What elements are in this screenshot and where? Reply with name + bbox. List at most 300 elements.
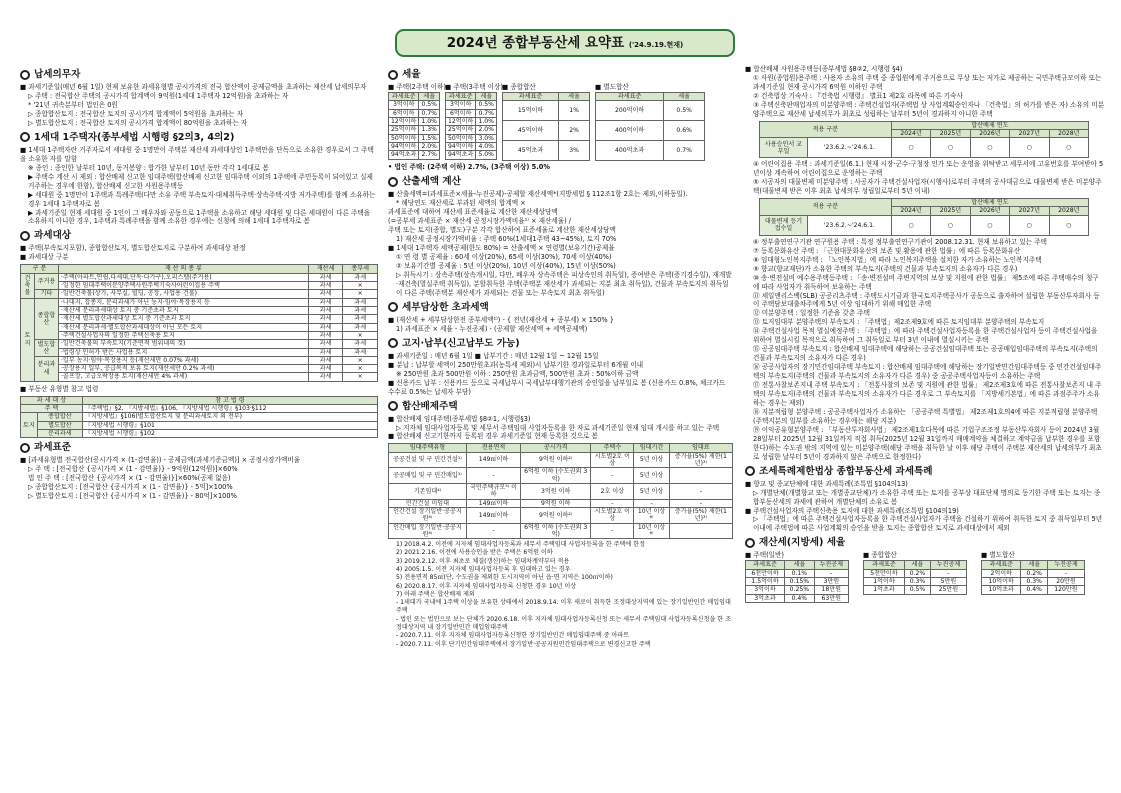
table-cell: 공공매입 및 구 민간매입¹⁾ [389, 468, 467, 484]
table-header-row [446, 93, 497, 101]
table-cell: 3억이하 [389, 101, 419, 109]
table-header-row [982, 561, 1085, 569]
text-line: ■ 신용카드 납부 : 신용카드 등으로 국세납부시 국세납부대행기관의 승인일을 납부일로 봄 (신용카드 0.8%, 체크카드 수수료 0.5%는 납세자 부담) [388, 378, 726, 396]
table-cell: 3만원 [814, 578, 848, 586]
table-cell: 기타 [35, 290, 59, 298]
table-row [982, 586, 1085, 594]
table-cell: 과세 [343, 273, 378, 281]
table-cell: 400억이하 [596, 121, 664, 141]
table-cell: 과세 [308, 323, 343, 331]
table-cell: 5년 이상 [634, 468, 669, 484]
rate-label: ■ 종합합산 [502, 83, 536, 92]
table-cell: ·공장용지 일부, 공급목적 보유 토지(재산세만 0.2% 과세) [59, 365, 309, 373]
table-cell: 10억초과 [982, 586, 1021, 594]
table-cell: ○ [891, 215, 930, 235]
table-row [864, 586, 967, 594]
table-row [982, 578, 1085, 586]
table-cell: 3억초과 [746, 594, 785, 602]
table-cell: 과세 [343, 340, 378, 348]
table-cell: 6억이하 [389, 109, 419, 117]
table-header-cell: 2027년 [1010, 130, 1049, 138]
tax-object-lines [20, 244, 378, 262]
table-row [389, 468, 733, 484]
text-line: 1) 과세표준 × 세율 - 누진공제) - (공제할 재산세액 + 세액공제액) [396, 324, 588, 333]
table-cell: 1억이하 [864, 578, 905, 586]
text-line: * '21년 귀속분부터 법인은 0원 [28, 100, 118, 109]
table-cell: - [930, 569, 966, 577]
circle-bullet-icon [745, 538, 755, 548]
table-cell: 시도별2호 이상 [591, 507, 634, 523]
text-line: 4) 2005.1.5. 이전 지자체 임대사업자등록 후 임대하고 있는 경우 [396, 566, 571, 574]
table-cell: 149㎡이하 [466, 507, 520, 523]
table-row [864, 569, 967, 577]
table-cell: 45억초과 [503, 141, 559, 161]
table-cell: ○ [970, 138, 1009, 158]
table-cell: ·일정한 임대주택이분양주택사원주택기숙사어린이집용 주택 [59, 282, 309, 290]
table-header-cell: 2026년 [970, 207, 1009, 215]
section-special [745, 465, 1105, 478]
table-row [446, 126, 497, 134]
table-cell: × [343, 373, 378, 381]
table-cell: 3% [559, 141, 590, 161]
table-header-cell: 과세표준 [503, 93, 559, 101]
table-header-cell: 세율 [559, 93, 590, 101]
table-cell: 0.5% [419, 101, 440, 109]
section-exclusion [388, 400, 733, 413]
circle-bullet-icon [388, 401, 398, 411]
table-row [389, 101, 440, 109]
table-cell: 25억이하 [446, 126, 476, 134]
table-cell: 과세 [308, 356, 343, 364]
table-row [21, 348, 378, 356]
circle-bullet-icon [745, 466, 755, 476]
text-line: ※ 종인 : 종인한 날부터 10년, 동거봉양 : 합가한 날부터 10년 동안 각각 1세대로 봄 [28, 163, 269, 172]
circle-bullet-icon [20, 70, 30, 80]
table-cell: 0.5% [664, 101, 705, 121]
table-cell: 과세 [308, 340, 343, 348]
exclusion-year-table-1 [759, 121, 1089, 159]
text-line: ① 연 령 별 공제율 : 60세 이상(20%), 65세 이상(30%), 70세 이상(40%) [396, 252, 612, 261]
text-line: (=공부세 과세표준 × 재산세 공정시장가액비율¹⁾ × 재산세율) / [388, 217, 572, 226]
table-cell: 0.3% [905, 578, 931, 586]
table-cell: 과세 [343, 348, 378, 356]
table-cell: 2.7% [419, 151, 440, 159]
text-line: ■ 1세대 1주택자란 거주자로서 세대원 중 1명만이 주택분 재산세 과세대상인 1주택만을 단독으로 소유한 경우로서 그 주택을 소유한 자를 말함 [20, 145, 374, 163]
rate-label: ■ 주택(2주택 이하) [388, 83, 446, 92]
table-cell: ·재산세 별도합산과세대상 토지 중 기준초과 토지 [59, 315, 309, 323]
table-cell: ·주택건설사업자의 일정한 주택신축용 토지 [59, 331, 309, 339]
table-row [21, 290, 378, 298]
section-title: 과세표준 [34, 442, 72, 454]
table-row [389, 109, 440, 117]
table-header-cell: 임대주택유형 [389, 444, 467, 452]
table-cell: 3.0% [476, 134, 497, 142]
table-row [21, 429, 378, 437]
text-line: ■ 합산배제 신고기한까지 등록된 경우 과세기준일 현재 등록한 것으로 봄 [388, 432, 598, 441]
table-header-cell: 2028년 [1049, 130, 1088, 138]
text-line: 6) 2020.8.17. 이후 지자체 임대사업자등록 신청한 경우 10년 이상 [396, 582, 577, 590]
table-cell: 94억초과 [389, 151, 419, 159]
table-header-cell: 과세표준 [746, 561, 785, 569]
title-date: ('24.9.19.현재) [628, 41, 684, 49]
table-cell: 0.1% [785, 569, 814, 577]
text-line: ⑨ 향교(향교재단)가 소유한 주택의 부속토지(주택의 건물과 부속토지의 소유자가 다른 경우) [753, 264, 1018, 273]
table-cell: 50억이하 [389, 134, 419, 142]
table-cell: - [591, 523, 634, 539]
table-cell: 200억이하 [596, 101, 664, 121]
table-cell: 12억이하 [446, 117, 476, 125]
table-cell: ·주택(아파트,연립,다세대,단독·다가구),오피스텔(주거용) [59, 273, 309, 281]
text-line: ⑯ 공공사업자의 장기민간임대주택 부속토지 : 합산배제 임대주택에 해당하는 장기일반민간임대주택등 중 민간건설임대주택의 부속토지(주택의 건물과 부속토지의 소유자가 다른 경우) 중 공공주택사업자등이 소유하는 주택 [753, 363, 1102, 381]
table-cell: ·일반건축물의 부속토지(기준면적 범위내의 것) [59, 340, 309, 348]
text-line: ⑪ 세일앤리스백(SLB) 공공리츠주택 : 주택도시기금과 한국토지주택공사가 공동으로 출자하여 설립한 부동산투자회사 등이 주택담보대출차주에게 5년 이상 임대하기 위해 매입한 주택 [753, 291, 1100, 309]
table-cell: 25만원 [930, 586, 966, 594]
circle-bullet-icon [388, 338, 398, 348]
table-header-cell: 과세표준 [389, 93, 419, 101]
table-header-row [596, 93, 705, 101]
table-row [21, 365, 378, 373]
table-header-cell: 과세표준 [982, 561, 1021, 569]
table-cell: ·골프장, 고급오락장용 토지(재산세만 4% 과세) [59, 373, 309, 381]
rate-house2 [388, 83, 446, 161]
text-line: 7) 아래 주택은 합산배제 제외 [396, 590, 475, 598]
table-row [21, 405, 378, 413]
table-row [596, 101, 705, 121]
table-header-row [389, 93, 440, 101]
table-cell: 1% [559, 101, 590, 121]
table-cell: - [634, 499, 669, 507]
table-cell: 과세 [308, 315, 343, 323]
table-header-row [503, 93, 590, 101]
table-cell: - [466, 523, 520, 539]
table-row [389, 523, 733, 539]
table-cell: 120만원 [1047, 586, 1084, 594]
text-line: ■ 과세대상 구분 [20, 253, 69, 262]
table-row [503, 121, 590, 141]
table-cell: ○ [931, 138, 970, 158]
table-cell: 증가율(5%) 제한(1년)³⁾ [669, 507, 732, 523]
text-line: ⑱ 지분적립형 분양주택 : 공공주택사업자가 소유하는 「공공주택 특별법」 제2조제1호의4에 따른 지분적립형 분양주택(주택지분의 일부를 소유하는 경우에는 해당 지분) [753, 407, 1098, 425]
table-cell: 『지방세법 시행령』§101 [82, 421, 377, 429]
rate-label: ■ 주택(일반) [745, 551, 784, 560]
table-row [21, 331, 378, 339]
text-line: ※ 250만원 초과 500만원 이하 : 250만원 초과금액, 500만원 초과 : 50%이하 금액 [396, 369, 639, 378]
table-cell: 18만원 [814, 586, 848, 594]
table-header-cell: 2025년 [931, 130, 970, 138]
calc-lines [388, 190, 733, 297]
rate-separate [595, 83, 705, 161]
table-cell: 15억이하 [503, 101, 559, 121]
table-cell: 건축물 [21, 273, 35, 298]
tax-base-lines [20, 456, 378, 501]
text-line: ■ 과세기준일 : 매년 6월 1일 ■ 납부기간 : 매년 12월 1일 ~ 12월 15일 [388, 351, 599, 360]
text-line: ■ 과세기준일(매년 6월 1일) 현재 보유한 과세유형별 공시가격의 전국 합산액이 공제금액을 초과하는 재산세 납세의무자 [20, 83, 367, 92]
table-row [446, 101, 497, 109]
table-cell: 0.25% [785, 586, 814, 594]
text-line: ■ 주택(부속토지포함), 종합합산토지, 별도합산토지로 구분하여 과세대상 판정 [20, 244, 246, 253]
text-line: ■ 분납 : 납부할 세액이 250만원초과(농특세 제외)시 납부기한 경과일로부터 6개월 이내 [388, 360, 644, 369]
circle-bullet-icon [388, 70, 398, 80]
notice-lines [388, 352, 733, 397]
table-cell: 6억이하 [446, 109, 476, 117]
text-line: ⑰ 전통사찰보존지내 주택 부속토지 : 「전통사찰의 보존 및 지원에 관한 법률」 제2조제3호에 따른 전통사찰보존지 내 주택의 부속토지(주택의 건물과 부속토지의 소유자가 다른 경우로 그 부속토지를 「지방세기본법」에 따른 과점주주가 소유하는 경우는 제외) [753, 381, 1102, 407]
table-cell: '23.6.2.~'24.6.1. [808, 215, 892, 235]
text-line: ■ 산출세액=(과세표준×세율-누진공제)-공제할 재산세액*(지방세법 § 112조1항 2호는 제외,이하동일). [388, 190, 688, 199]
table-cell: × [343, 365, 378, 373]
table-cell: - [1047, 569, 1084, 577]
table-row [389, 134, 440, 142]
table-cell: 6억원 이하 (수도권외 3억) [521, 468, 591, 484]
table-cell: 0.3% [1021, 578, 1048, 586]
section-title: 고지·납부(신고납부도 가능) [402, 337, 520, 349]
table-row [21, 323, 378, 331]
table-cell: 2% [559, 121, 590, 141]
table-cell: 2억이하 [982, 569, 1021, 577]
prop-house [745, 551, 849, 603]
table-cell: 9억원 이하²⁾ [521, 452, 591, 468]
table-cell: ○ [1010, 215, 1049, 235]
table-header-cell: 임대기간 [634, 444, 669, 452]
table-cell: 6천만이하 [746, 569, 785, 577]
table-cell: 6억원 이하 (수도권외 3억) [521, 523, 591, 539]
rate-general [502, 83, 590, 161]
table-cell: 94억초과 [446, 151, 476, 159]
text-line: - 2020.7.11. 이후 지자체 임대사업자등록신청한 장기일반민간 매입임대주택 중 아파트 [396, 632, 630, 640]
table-cell: 0.7% [664, 141, 705, 161]
table-cell: 0.4% [1021, 586, 1048, 594]
text-line: ⑩ 송·변전설비 예수용주택등주택 : 「송·변전설비 주변지역의 보상 및 지원에 관한 법률」 제5조에 따른 주택매수의 청구에 따라 사업자가 취득하여 보유하는 주택 [753, 273, 1099, 291]
table-header-cell: 세율 [1021, 561, 1048, 569]
table-row [21, 421, 378, 429]
section-one-house [20, 131, 378, 144]
employee-house-lines [745, 65, 1105, 119]
table-cell: 1억초과 [864, 586, 905, 594]
table-cell: 9억원 이하 [521, 499, 591, 507]
table-cell: 과세 [343, 323, 378, 331]
section-rate [388, 68, 733, 81]
table-row [446, 134, 497, 142]
table-cell: 별도합산 [37, 421, 82, 429]
table-cell: 0.5% [476, 101, 497, 109]
section-title: 과세대상 [34, 230, 72, 242]
table-row [389, 452, 733, 468]
table-cell: 과세 [308, 348, 343, 356]
rent-notes [388, 541, 733, 649]
text-line: 3) 2019.2.12. 이후 최초로 체결(갱신)하는 임대차계약부터 적용 [396, 557, 570, 565]
table-header-row [760, 199, 1089, 207]
section-notice [388, 337, 733, 350]
table-cell: 2.0% [419, 142, 440, 150]
text-line: * 해당연도 재산세로 부과된 세액의 합계액 × [396, 199, 526, 208]
table-cell: 5년 이상 [634, 483, 669, 499]
text-line: ■ 향교 및 종교단체에 대한 과세특례(조특법 §104의13) [745, 479, 908, 488]
table-cell: 5만원 [930, 578, 966, 586]
table-cell: 2호 이상 [591, 483, 634, 499]
circle-bullet-icon [20, 231, 30, 241]
table-cell: 『주택법』§2, 『지방세법』§106, 『지방세법 시행령』§103·§112 [82, 405, 377, 413]
text-line: ▷ 개별단체(개별향교 또는 개별종교단체)가 소유한 주택 또는 토지를 공부상 대표단체 명의로 등기한 주택 또는 토지는 종합부동산세의 과세에 관하여 개별단체의 소유로 봄 [753, 488, 1101, 506]
circle-bullet-icon [20, 443, 30, 453]
table-cell: 3억이하 [446, 101, 476, 109]
text-line: 5) 전용면적 85㎡(단, 수도권을 제외한 도시지역이 아닌 읍·면 지역은 100㎡이하) [396, 574, 613, 582]
table-cell: 5천만이하 [864, 569, 905, 577]
table-cell: 0.7% [419, 109, 440, 117]
table-cell: 국민주택규모⁵⁾ 이하 [466, 483, 520, 499]
table-cell: 20만원 [1047, 578, 1084, 586]
table-row [389, 483, 733, 499]
table-cell: 과세 [308, 282, 343, 290]
rate-label: ■ 별도합산 [595, 83, 629, 92]
table-cell: 149㎡이하 [466, 452, 520, 468]
table-cell: 주 택 [21, 405, 83, 413]
table-header-row [389, 444, 733, 452]
table-cell: 토지 [21, 298, 35, 381]
table-cell: 인간건설 장기일반·공공지원⁶⁾ [389, 507, 467, 523]
table-cell: ○ [1049, 215, 1088, 235]
section-taxpayer [20, 68, 378, 81]
table-header-cell: 전용면적 [466, 444, 520, 452]
table-cell: ·재산세 분리과세·별도합산과세대상이 아닌 모든 토지 [59, 323, 309, 331]
table-header-cell: 세율 [476, 93, 497, 101]
table-header-cell: 재산세 [308, 265, 343, 273]
table-header-cell: 적용 구분 [760, 199, 892, 216]
table-header-cell: 과세표준 [864, 561, 905, 569]
text-line: ② 보유기간별 공제율 : 5년 이상(20%), 10년 이상(40%), 15년 이상(50%) [396, 261, 616, 270]
text-line: ▷ 별도합산토지 : 전국합산 토지의 공시가격 합계액이 80억원을 초과하는 자 [28, 118, 248, 127]
table-cell: 과세 [308, 298, 343, 306]
table-cell: × [343, 331, 378, 339]
ref-title: ■ 부동산 유형별 참고 법령 [20, 384, 99, 393]
text-line: 주택 또는 토지(종합, 별도)구분 각각 합산하여 표준세율로 계산한 재산세상당액 [388, 226, 616, 235]
table-header-cell: 누진공제 [1047, 561, 1084, 569]
table-cell: 과세 [308, 331, 343, 339]
text-line: ⑲ 이익공유형분양주택 : 「부동산투자회사법」 제2조제1호다목에 따른 기업구조조정 부동산투자회사 등이 2024년 3월 28일부터 2025년 12월 31일까지 직접 취득(2025년 12월 31일까지 매매계약을 체결하고 계약금을 납부한 경우를 포함한다)하는 수도권 밖의 지역에 있는 미분양주택(해당 주택을 취득한 날 이후 해당 주택이 주택분 재산세의 납세의무가 최초로 성립한 날부터 5년이 경과하지 않은 주택으로 한정한다) [753, 425, 1102, 461]
text-line: ⑧ 임대형노인복지주택 : 「노인복지법」에 따라 노인복지주택을 설치한 자가 소유하는 노인복지주택 [753, 255, 1042, 264]
table-cell: 0.15% [785, 578, 814, 586]
table-cell: 종합합산 [37, 413, 82, 421]
table-header-cell: 종부세 [343, 265, 378, 273]
table-header-cell: 주택수 [591, 444, 634, 452]
text-line: ⑥ 정부출연연구기관 연구원용 주택 : 특정 정부출연연구기관이 2008.12.31. 현재 보유하고 있는 주택 [753, 237, 1047, 246]
text-line: 과세표준에 대하여 재산세 표준세율로 계산한 재산세상당액 [388, 208, 558, 217]
table-row [746, 594, 849, 602]
text-line: 2) 2021.2.16. 이전에 사용승인을 받은 주택은 6억원 이하 [396, 549, 553, 557]
rate-label: ■ 주택(3주택 이상) [445, 83, 503, 92]
table-header-cell: 2027년 [1010, 207, 1049, 215]
table-row [982, 569, 1085, 577]
table-cell: ○ [891, 138, 930, 158]
text-line: ■ 합산배제 임대주택(종부세법 §8②1, 시행령§3) [388, 414, 531, 423]
one-house-lines [20, 146, 378, 227]
text-line: ② 건축법상 기숙사 : 『건축법 시행령』 별표1 제2호 라목에 따른 기숙사 [753, 91, 963, 100]
table-cell: ○ [1049, 138, 1088, 158]
table-row [389, 499, 733, 507]
table-cell: 대물변제 등기접수일 [760, 215, 808, 235]
section-title: 산출세액 계산 [402, 176, 461, 188]
text-line: ▷ 종합합산토지 : 전국합산 토지의 공시가격 합계액이 5억원을 초과하는 자 [28, 109, 244, 118]
text-line: ⑬ 토지임대부 분양주택의 부속토지 : 「주택법」제2조제9호에 따른 토지임대부 분양주택의 부속토지 [753, 318, 1045, 327]
table-header-cell: 임대료 [669, 444, 732, 452]
table-cell: 분리과세 [35, 356, 59, 381]
table-cell: 별도합산 [35, 340, 59, 357]
table-cell: 1.0% [476, 117, 497, 125]
table-cell: 증가율(5%) 제한(1년)³⁾ [669, 452, 732, 468]
table-header-cell: 누진공제 [814, 561, 848, 569]
special-lines [745, 480, 1105, 534]
table-cell: 45억이하 [503, 121, 559, 141]
table-cell [669, 468, 732, 484]
text-line: ■ [과세유형별 전국합산(공시가격 × (1-감면율)) - 공제금액(과세기준금액)] × 공정시장가액비율 [20, 456, 301, 465]
text-line: ⑦ 등록문화유산 주택 : 「근현대문화유산의 보존 및 활용에 관한 법률」에 따른 등록문화유산 [753, 246, 1021, 255]
section-title: 세율 [402, 69, 421, 80]
table-header-row [21, 396, 378, 404]
table-row [21, 340, 378, 348]
table-cell: ○ [970, 215, 1009, 235]
page-title [395, 29, 735, 57]
section-property-rate [745, 536, 1105, 549]
section-cap [388, 301, 733, 314]
table-cell: 과세 [343, 306, 378, 314]
table-cell: 3억원 이하 [521, 483, 591, 499]
table-cell: ·일부 농지·임야·목장용지 등(재산세만 0.07% 과세) [59, 356, 309, 364]
table-row [21, 373, 378, 381]
table-cell: 과세 [343, 315, 378, 323]
table-cell: 과세 [343, 298, 378, 306]
table-cell: - [669, 499, 732, 507]
table-cell: 종합합산 [35, 298, 59, 340]
table-cell: 과세 [308, 365, 343, 373]
table-cell: 과세 [308, 373, 343, 381]
table-row [21, 413, 378, 421]
table-header-row [760, 121, 1089, 129]
tax-object-table [20, 264, 378, 381]
table-row [596, 141, 705, 161]
text-line: ▷ 취득시기 : 상속주택(상속개시일, 다만, 배우자 상속주택은 피상속인의 취득일), 증여받은 주택(증기경수일), 재개발·재건축(멸실주택 취득일), 분할취득한 주택(주택분 재산세가 과세되는 지분 최초 취득일), 건물과 부속토지의 취득일이 다른 주택(주택분 재산세가 과세되는 건물 또는 부속토지 최초 취득일) [396, 270, 732, 297]
text-line: 1) 2018.4.2. 이전에 지자체 임대사업자등록과 세무서 주택임대 사업자등록을 한 주택에 한정 [396, 541, 645, 549]
text-line: ④ 어린이집용 주택 : 과세기준일(6.1.) 현재 시장·군수·구청장 인가 또는 운영을 위탁받고 세무서에 고유번호를 부여받아 5년이상 계속하여 어린이집으로 운영하는 주택 [753, 160, 1104, 178]
exclusion-lines [388, 415, 733, 442]
table-cell: 50억이하 [446, 134, 476, 142]
table-row [21, 282, 378, 290]
text-line: ▶ 세대원 중 1명만이 1주택과 특례주택(다만 소유 주택 부속토지·대체취득주택·상속주택·지방 저가주택)를 함께 소유하는 경우 1세대 1주택자로 봄 [28, 190, 376, 208]
text-line: ▷ 주 택 : [전국합산 {공시가격 × (1 - 감면율)} - 9억원(12억원)]×60% [28, 465, 238, 474]
text-line: ■ (재산세 + 세부담상한전 종부세액¹⁾) - { 전년(재산세 + 종부세) × 150% } [388, 315, 614, 324]
table-cell: ·재산세 분리과세대상 토지 중 기준초과 토지 [59, 306, 309, 314]
rate-house3 [445, 83, 503, 161]
rate-tables [388, 83, 733, 161]
ref-law-table [20, 396, 378, 439]
circle-bullet-icon [20, 132, 30, 142]
table-cell: 63만원 [814, 594, 848, 602]
text-line: - 2020.7.11. 이후 단기민간임대주택에서 장기일반·공공지원민간임대주택으로 변경신고한 주택 [396, 640, 651, 648]
table-cell: 10억이하 [982, 578, 1021, 586]
table-cell: 0.6% [664, 121, 705, 141]
text-line: ■ 1세대 1주택자 세액공제(한도 80%) = 산출세액 × 연령별(보유기간)공제율 [388, 244, 615, 253]
rate-label: ■ 별도합산 [981, 551, 1015, 560]
table-cell: 0.2% [905, 569, 931, 577]
table-header-cell: 2028년 [1049, 207, 1088, 215]
circle-bullet-icon [388, 177, 398, 187]
text-line: ▷ 종합합산토지 : [전국합산 {공시가격 × (1 - 감면율)} - 5억]×100% [28, 483, 233, 492]
table-header-cell: 세율 [664, 93, 705, 101]
table-cell: 0.4% [785, 594, 814, 602]
table-cell: ○ [931, 215, 970, 235]
table-row [21, 356, 378, 364]
table-row [21, 298, 378, 306]
table-row [760, 215, 1089, 235]
table-row [503, 141, 590, 161]
cap-lines [388, 316, 733, 334]
